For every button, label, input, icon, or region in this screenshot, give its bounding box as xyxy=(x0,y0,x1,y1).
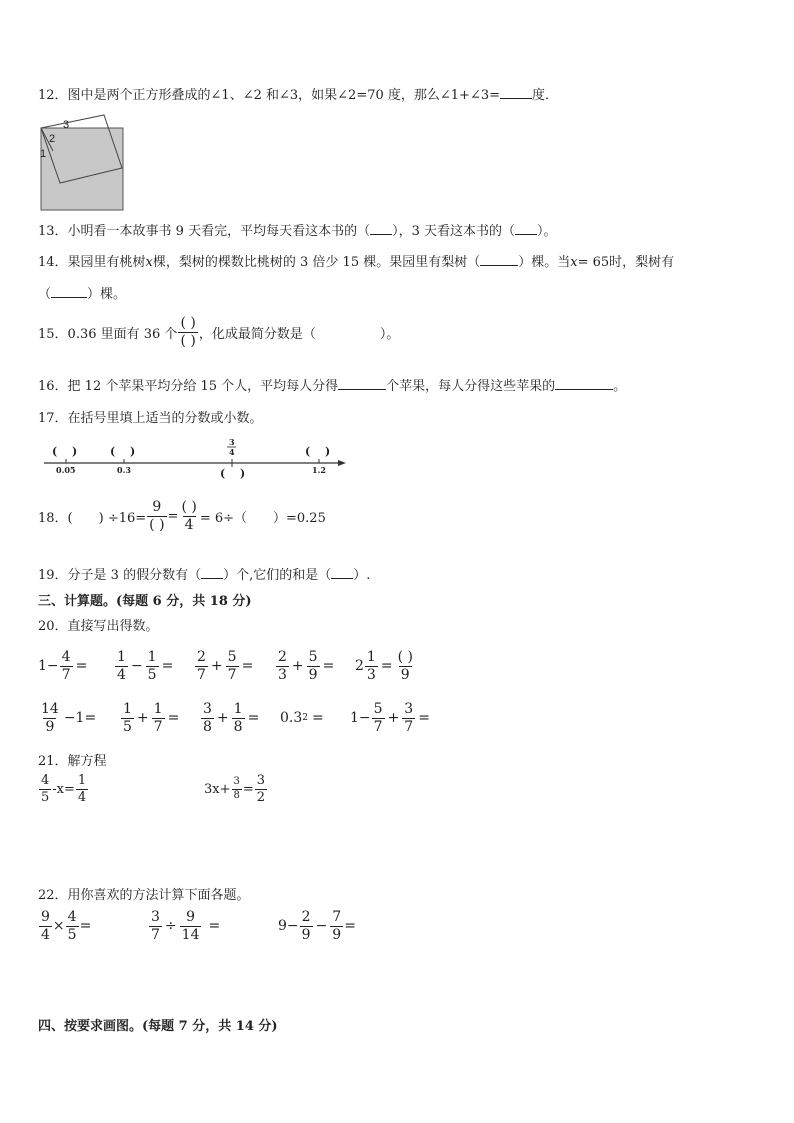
q13-blank-2[interactable] xyxy=(515,222,537,235)
frac: $\frac{9}{14}$ xyxy=(181,909,200,943)
q19-blank-2[interactable] xyxy=(331,566,353,579)
q12-text: 12．图中是两个正方形叠成的∠1、∠2 和∠3，如果∠2=70 度，那么∠1+∠3= 度． xyxy=(38,88,559,103)
angle-label-3: 3 xyxy=(63,119,70,131)
q13-text: 13．小明看一本故事书 9 天看完，平均每天看这本书的（ ），3 天看这本书的（ ）。 xyxy=(38,224,557,239)
frac: $\frac{1}{7}$ xyxy=(153,701,163,735)
frac: $\frac{1}{4}$ xyxy=(117,649,126,683)
q14-line1: 14．果园里有桃树x棵，梨树的棵数比桃树的 3 倍少 15 棵。果园里有梨树（ ）棵。当x= 65时，梨树有 xyxy=(38,255,675,270)
q18-text: 18．( ) ÷16= $\frac{9}{( )}$ = $\frac{( )}{4}$ = 6÷（ ）=0.25 xyxy=(38,499,326,533)
q18-frac-2[interactable]: $\frac{( )}{4}$ xyxy=(181,499,197,533)
q17-number-line xyxy=(38,436,358,480)
frac: $\frac{5}{7}$ xyxy=(227,649,237,683)
frac: $\frac{1}{8}$ xyxy=(233,701,243,735)
tick-label-0.3: 0.3 xyxy=(117,465,131,475)
frac-3-4-num: 3 xyxy=(229,437,235,447)
frac-3-4-den: 4 xyxy=(229,447,235,457)
q19-text: 19．分子是 3 的假分数有（ ）个,它们的和是（ ）. xyxy=(38,568,371,583)
section-4-heading: 四、按要求画图。(每题 7 分，共 14 分) xyxy=(38,1019,278,1034)
bracket-1[interactable]: ( ) xyxy=(52,445,78,458)
frac: $\frac{3}{7}$ xyxy=(151,909,160,943)
q22-e3: 9− $\frac{2}{9}$ − $\frac{7}{9}$ = xyxy=(278,909,356,943)
frac: $\frac{3}{8}$ xyxy=(233,776,240,801)
frac: $\frac{14}{9}$ xyxy=(41,701,59,735)
q12-squares-figure xyxy=(38,113,128,213)
q20-r2-e4: 0.3 2 = xyxy=(280,710,324,726)
frac: $\frac{3}{8}$ xyxy=(203,701,212,735)
q15-fraction[interactable]: $\frac{( )}{( )}$ xyxy=(180,315,196,349)
tick-label-1.2: 1.2 xyxy=(312,465,326,475)
q20-title: 20．直接写出得数。 xyxy=(38,619,159,634)
q22-e2: $\frac{3}{7}$ ÷ $\frac{9}{14}$ = xyxy=(151,909,221,943)
frac: $\frac{3}{2}$ xyxy=(256,773,266,805)
frac: $\frac{3}{7}$ xyxy=(404,701,414,735)
bracket-3[interactable]: ( ) xyxy=(220,467,246,480)
q21-eq2: 3x+ $\frac{3}{8}$ = $\frac{3}{2}$ xyxy=(204,773,266,805)
frac: $\frac{1}{5}$ xyxy=(123,701,132,735)
frac: $\frac{5}{7}$ xyxy=(373,701,383,735)
frac: $\frac{4}{5}$ xyxy=(67,909,77,943)
q20-r1-e2: $\frac{1}{4}$ − $\frac{1}{5}$ = xyxy=(117,649,174,683)
frac: $\frac{2}{9}$ xyxy=(301,909,311,943)
q22-title: 22．用你喜欢的方法计算下面各题。 xyxy=(38,888,250,903)
q19-blank-1[interactable] xyxy=(201,566,223,579)
section-3-heading: 三、计算题。(每题 6 分，共 18 分) xyxy=(38,594,252,609)
q18-frac-1[interactable]: $\frac{9}{( )}$ xyxy=(149,499,165,533)
q22-e1: $\frac{9}{4}$ × $\frac{4}{5}$ = xyxy=(41,909,92,943)
q20-r1-e1: 1− $\frac{4}{7}$ = xyxy=(38,649,88,683)
angle-label-1: 1 xyxy=(40,148,47,160)
frac: $\frac{2}{3}$ xyxy=(278,649,287,683)
q20-r1-e5-answer[interactable]: $\frac{( )}{9}$ xyxy=(397,649,413,683)
q17-text: 17．在括号里填上适当的分数或小数。 xyxy=(38,411,263,426)
frac: $\frac{2}{7}$ xyxy=(197,649,206,683)
q14-var-2: x xyxy=(570,255,578,270)
q13-blank-1[interactable] xyxy=(370,222,392,235)
frac: $\frac{1}{4}$ xyxy=(77,773,87,805)
q14-line2: （ ）棵。 xyxy=(38,287,127,302)
q16-blank-1[interactable] xyxy=(338,377,386,390)
frac: $\frac{1}{5}$ xyxy=(147,649,157,683)
angle-label-2: 2 xyxy=(49,133,56,145)
q20-r2-e2: $\frac{1}{5}$ + $\frac{1}{7}$ = xyxy=(123,701,180,735)
frac: $\frac{9}{4}$ xyxy=(41,909,50,943)
frac: $\frac{4}{7}$ xyxy=(61,649,71,683)
q12-blank[interactable] xyxy=(500,86,532,99)
q21-eq1: $\frac{4}{5}$ -x= $\frac{1}{4}$ xyxy=(41,773,87,805)
number-line-arrow xyxy=(338,460,346,466)
q20-r2-e3: $\frac{3}{8}$ + $\frac{1}{8}$ = xyxy=(203,701,260,735)
bracket-4[interactable]: ( ) xyxy=(305,445,331,458)
frac: $\frac{7}{9}$ xyxy=(332,909,342,943)
q14-blank-1[interactable] xyxy=(480,253,518,266)
frac: $\frac{1}{3}$ xyxy=(366,649,376,683)
q20-r1-e3: $\frac{2}{7}$ + $\frac{5}{7}$ = xyxy=(197,649,254,683)
q20-r1-e5: 2 $\frac{1}{3}$ = $\frac{( )}{9}$ xyxy=(355,649,413,683)
q15-text: 15．0.36 里面有 36 个 $\frac{( )}{( )}$ ，化成最简分数是（ ）。 xyxy=(38,315,400,349)
q14-blank-2[interactable] xyxy=(51,285,87,298)
q16-blank-2[interactable] xyxy=(555,377,613,390)
q21-title: 21．解方程 xyxy=(38,754,107,769)
q20-r1-e4: $\frac{2}{3}$ + $\frac{5}{9}$ = xyxy=(278,649,335,683)
q20-r2-e1: $\frac{14}{9}$ −1= xyxy=(41,701,97,735)
frac: $\frac{5}{9}$ xyxy=(308,649,318,683)
frac: $\frac{4}{5}$ xyxy=(41,773,50,805)
q20-r2-e5: 1− $\frac{5}{7}$ + $\frac{3}{7}$ = xyxy=(350,701,430,735)
tick-label-0.05: 0.05 xyxy=(56,465,76,475)
bracket-2[interactable]: ( ) xyxy=(110,445,136,458)
q16-text: 16．把 12 个苹果平均分给 15 个人，平均每人分得 个苹果，每人分得这些苹果的 。 xyxy=(38,379,627,394)
